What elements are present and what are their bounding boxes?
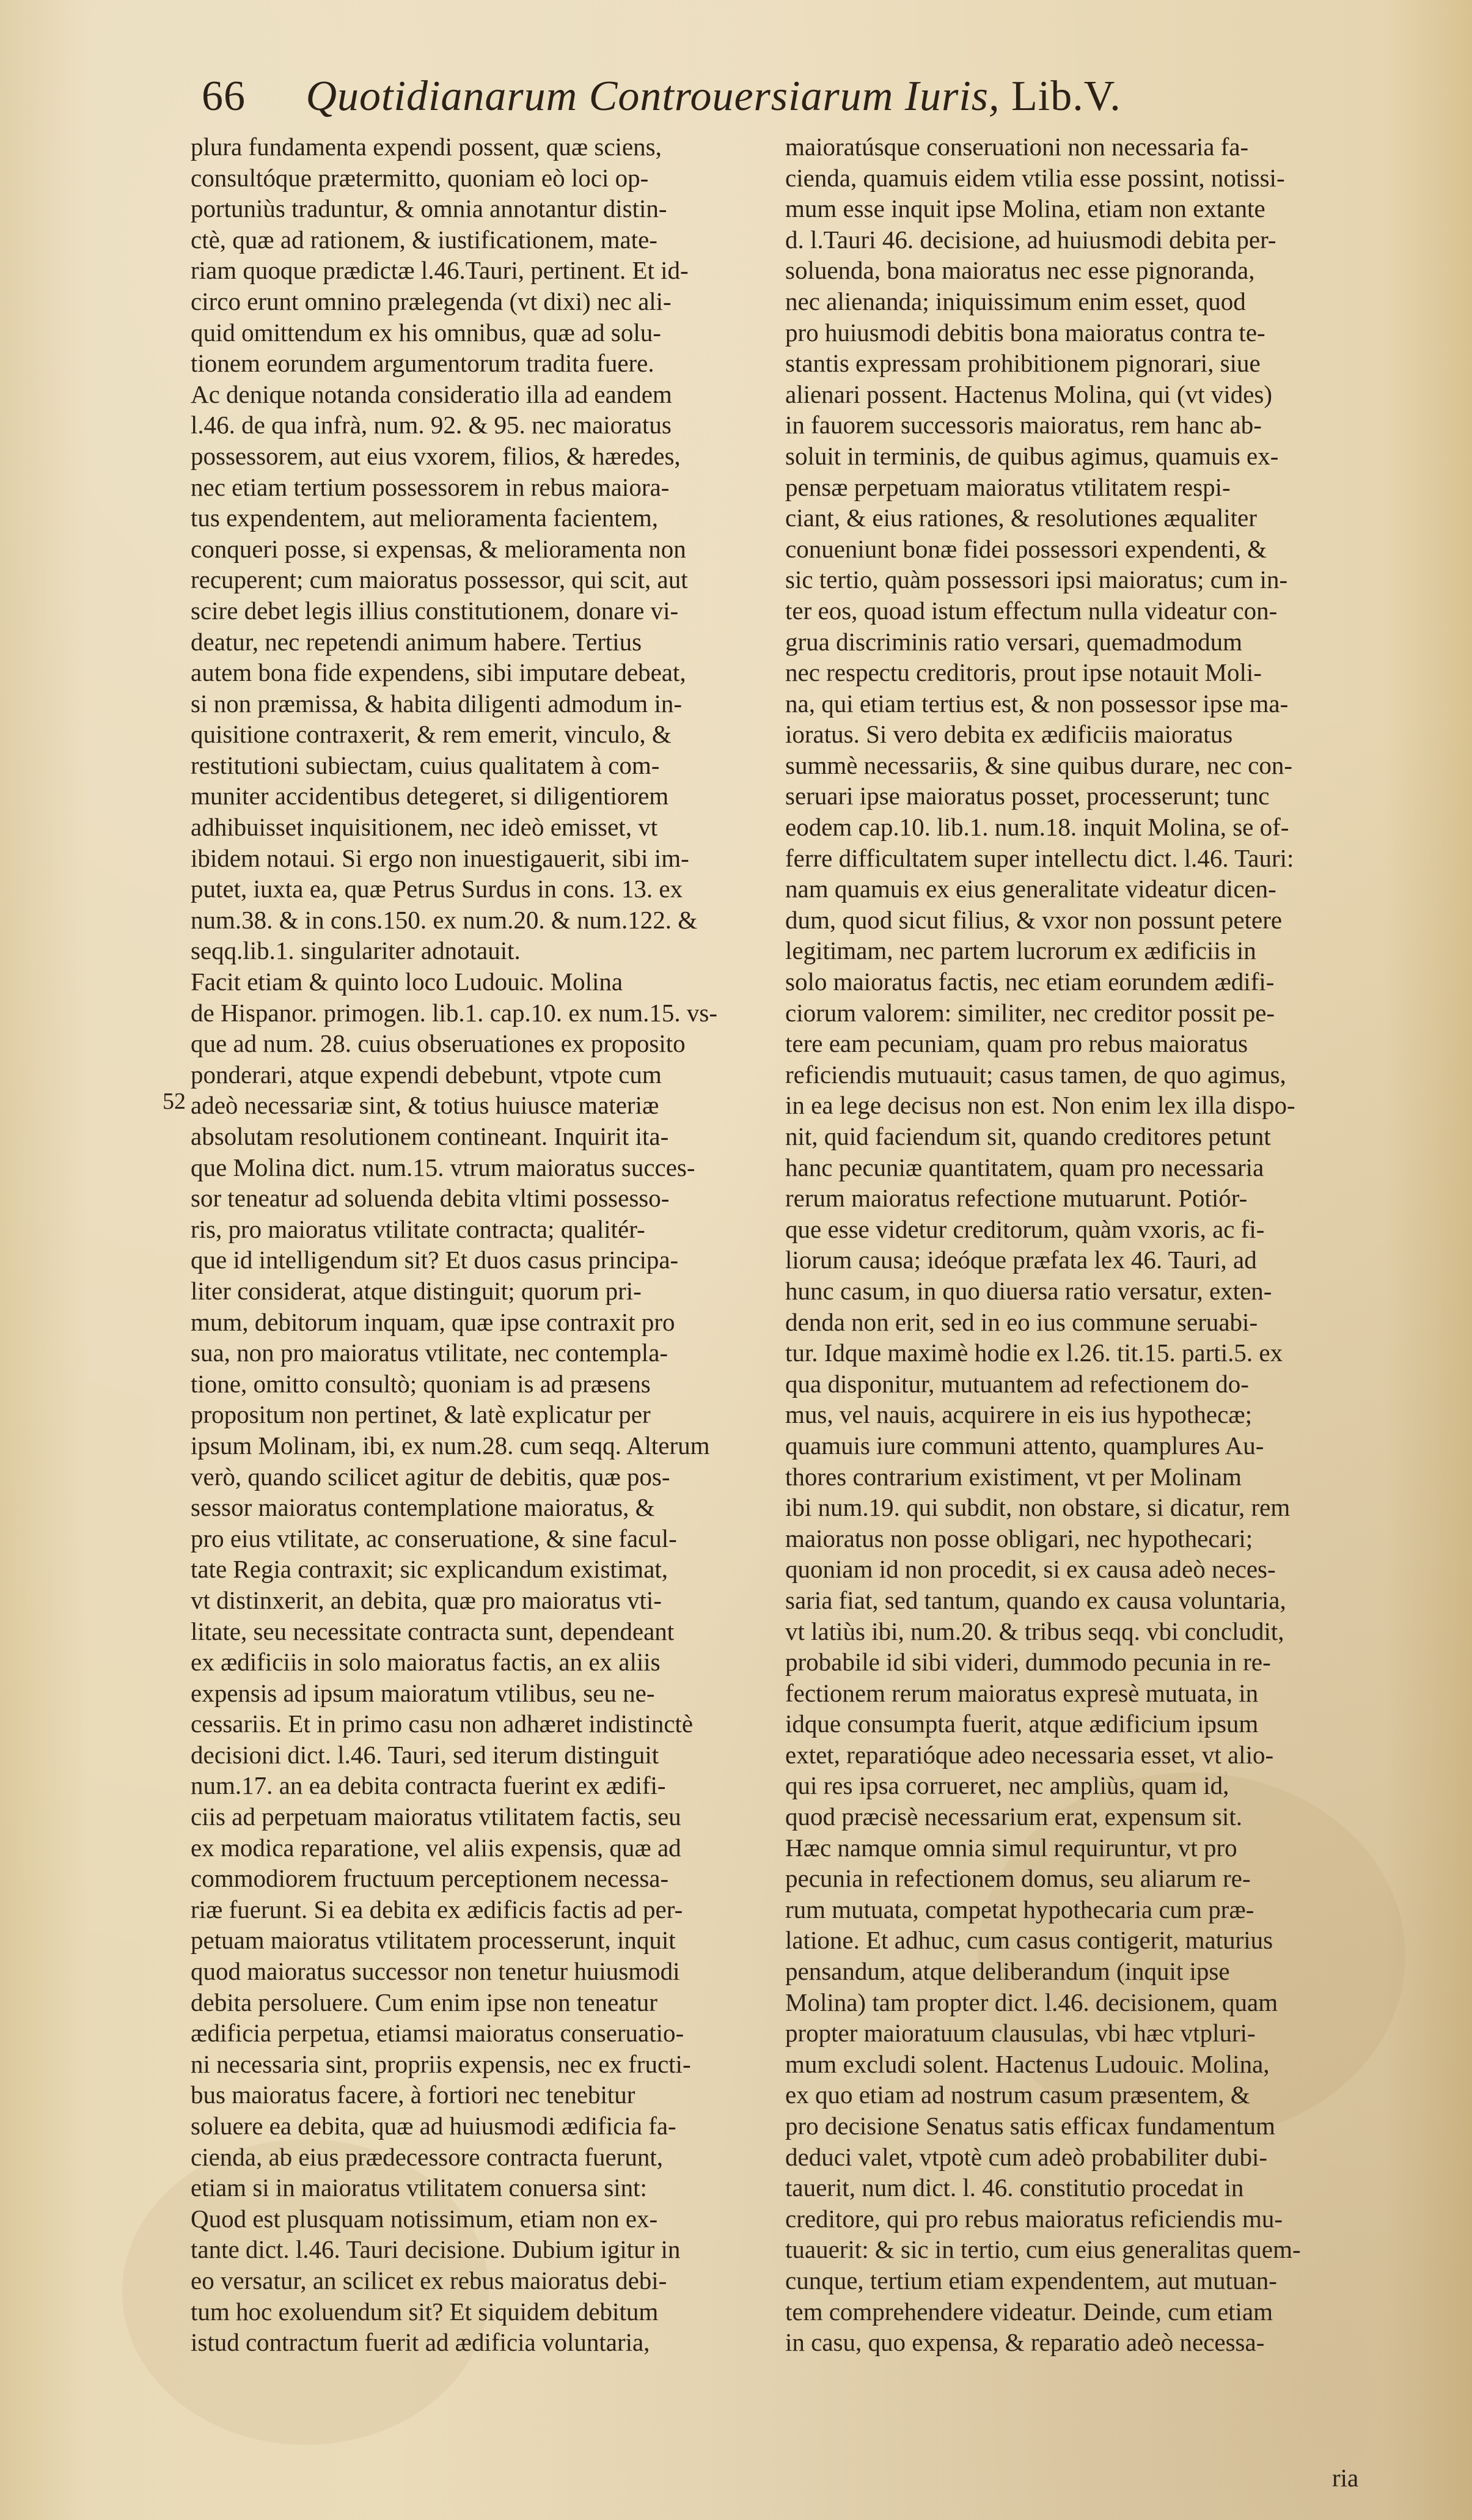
text-line: denda non erit, sed in eo ius commune seruabi- <box>785 1307 1258 1336</box>
text-line: tuauerit: & sic in tertio, cum eius generalitas quem- <box>785 2235 1301 2264</box>
text-line: latione. Et adhuc, cum casus contigerit, maturius <box>785 1926 1273 1955</box>
text-line: autem bona fide expendens, sibi imputare debeat, <box>191 658 686 687</box>
text-line: tem comprehendere videatur. Deinde, cum etiam <box>785 2297 1273 2326</box>
text-line: mus, vel nauis, acquirere in eis ius hypothecæ; <box>785 1400 1253 1429</box>
text-line: dum, quod sicut filius, & vxor non possunt petere <box>785 905 1283 934</box>
text-line: mum excludi solent. Hactenus Ludouic. Molina, <box>785 2049 1270 2078</box>
text-line: vt latiùs ibi, num.20. & tribus seqq. vbi concludit, <box>785 1617 1284 1645</box>
text-line: pro eius vtilitate, ac conseruatione, & sine facul- <box>191 1524 677 1552</box>
text-line: que id intelligendum sit? Et duos casus principa- <box>191 1246 679 1274</box>
text-line: ciorum valorem: similiter, nec creditor possit pe- <box>785 998 1275 1027</box>
text-line: circo erunt omnino prælegenda (vt dixi) nec ali- <box>191 287 672 315</box>
text-line: l.46. de qua infrà, num. 92. & 95. nec maioratus <box>191 411 672 439</box>
text-line: soluit in terminis, de quibus agimus, quamuis ex- <box>785 441 1279 470</box>
text-line: istud contractum fuerit ad ædificia voluntaria, <box>191 2328 650 2357</box>
text-line: nec respectu creditoris, prout ipse notauit Moli- <box>785 658 1262 687</box>
text-line: adeò necessariæ sint, & totius huiusce materiæ <box>191 1091 659 1120</box>
text-line: tione, omitto consultò; quoniam is ad præsens <box>191 1369 651 1398</box>
text-line: in fauorem successoris maioratus, rem hanc ab- <box>785 411 1262 439</box>
text-line: fectionem rerum maioratus expresè mutuata, in <box>785 1678 1259 1707</box>
text-line: deduci valet, vtpotè cum adeò probabiliter dubi- <box>785 2142 1267 2171</box>
text-line: seruari ipse maioratus posset, processerunt; tunc <box>785 782 1270 810</box>
left-text-column <box>191 131 762 2358</box>
text-line: pensandum, atque deliberandum (inquit ipse <box>785 1957 1230 1986</box>
text-line: eodem cap.10. lib.1. num.18. inquit Molina, se of- <box>785 813 1289 842</box>
text-line: quod præcisè necessarium erat, expensum sit. <box>785 1802 1243 1831</box>
text-line: liorum causa; ideóque præfata lex 46. Tauri, ad <box>785 1246 1257 1274</box>
text-line: pensæ perpetuam maioratus vtilitatem respi- <box>785 472 1231 501</box>
text-line: ciant, & eius rationes, & resolutiones æqualiter <box>785 504 1257 532</box>
text-line: cessariis. Et in primo casu non adhæret indistinctè <box>191 1710 694 1738</box>
text-line: nec alienanda; iniquissimum enim esset, quod <box>785 287 1246 315</box>
margin-note-number: 52 <box>163 1089 186 1114</box>
text-line: seqq.lib.1. singulariter adnotauit. <box>191 936 521 965</box>
text-line: conqueri posse, si expensas, & melioramenta non <box>191 534 686 563</box>
text-line: qua disponitur, mutuantem ad refectionem do- <box>785 1369 1249 1398</box>
text-line: Quod est plusquam notissimum, etiam non ex- <box>191 2204 658 2233</box>
text-line: ex ædificiis in solo maioratus factis, an ex aliis <box>191 1648 661 1677</box>
text-line: pro decisione Senatus satis efficax fundamentum <box>785 2112 1275 2140</box>
text-line: ex quo etiam ad nostrum casum præsentem, & <box>785 2081 1250 2109</box>
text-line: rerum maioratus refectione mutuarunt. Potiór- <box>785 1184 1248 1213</box>
text-line: tate Regia contraxit; sic explicandum existimat, <box>191 1555 668 1584</box>
text-line: maioratus non posse obligari, nec hypothecari; <box>785 1524 1253 1552</box>
text-line: alienari possent. Hactenus Molina, qui (vt vides) <box>785 380 1273 408</box>
text-line: ioratus. Si vero debita ex ædificiis maioratus <box>785 720 1233 749</box>
text-line: quid omittendum ex his omnibus, quæ ad solu- <box>191 318 661 347</box>
text-line: ciis ad perpetuam maioratus vtilitatem factis, seu <box>191 1802 681 1831</box>
text-line: ris, pro maioratus vtilitate contracta; qualitér- <box>191 1214 645 1243</box>
text-line: verò, quando scilicet agitur de debitis, quæ pos- <box>191 1462 670 1491</box>
text-line: consultóque prætermitto, quoniam eò loci op- <box>191 163 649 192</box>
text-line: in ea lege decisus non est. Non enim lex illa dispo- <box>785 1091 1295 1120</box>
text-line: in casu, quo expensa, & reparatio adeò necessa- <box>785 2328 1265 2357</box>
text-line: ibi num.19. qui subdit, non obstare, si dicatur, rem <box>785 1493 1291 1522</box>
text-line: sessor maioratus contemplatione maioratus, & <box>191 1493 655 1522</box>
text-line: stantis expressam prohibitionem pignorari, siue <box>785 349 1261 378</box>
text-line: putet, iuxta ea, quæ Petrus Surdus in cons. 13. ex <box>191 875 683 903</box>
text-line: tante dict. l.46. Tauri decisione. Dubium igitur in <box>191 2235 681 2264</box>
text-line: num.17. an ea debita contracta fuerint ex ædifi- <box>191 1771 666 1800</box>
text-line: que esse videtur creditorum, quàm vxoris, ac fi- <box>785 1214 1265 1243</box>
page-number: 66 <box>202 73 246 120</box>
running-title: Quotidianarum Controuersiarum Iuris, <box>306 73 1000 120</box>
text-line: que Molina dict. num.15. vtrum maioratus succes- <box>191 1153 695 1181</box>
text-line: ibidem notaui. Si ergo non inuestigauerit, sibi im- <box>191 843 689 872</box>
text-line: ter eos, quoad istum effectum nulla videatur con- <box>785 596 1278 625</box>
text-line: recuperent; cum maioratus possessor, qui scit, aut <box>191 565 688 594</box>
text-line: nit, quid faciendum sit, quando creditores petunt <box>785 1122 1271 1150</box>
text-line: extet, reparatióque adeo necessaria esset, vt alio- <box>785 1740 1274 1769</box>
text-line: de Hispanor. primogen. lib.1. cap.10. ex num.15. vs- <box>191 998 718 1027</box>
text-line: sic tertio, quàm possessori ipsi maioratus; cum in- <box>785 565 1288 594</box>
text-line: tum hoc exoluendum sit? Et siquidem debitum <box>191 2297 659 2326</box>
text-line: litate, seu necessitate contracta sunt, dependeant <box>191 1617 675 1645</box>
text-line: ipsum Molinam, ibi, ex num.28. cum seqq. Alterum <box>191 1431 710 1460</box>
text-line: riæ fuerunt. Si ea debita ex ædificis factis ad per- <box>191 1895 683 1923</box>
text-line: quisitione contraxerit, & rem emerit, vinculo, & <box>191 720 672 749</box>
text-line: ædificia perpetua, etiamsi maioratus conseruatio- <box>191 2019 684 2048</box>
text-line: quoniam id non procedit, si ex causa adeò neces- <box>785 1555 1276 1584</box>
text-line: scire debet legis illius constitutionem, donare vi- <box>191 596 679 625</box>
text-line: muniter accidentibus detegeret, si diligentiorem <box>191 782 669 810</box>
text-line: deatur, nec repetendi animum habere. Tertius <box>191 627 642 656</box>
text-line: decisioni dict. l.46. Tauri, sed iterum distinguit <box>191 1740 659 1769</box>
text-line: soluenda, bona maioratus nec esse pignoranda, <box>785 256 1255 285</box>
text-line: adhibuisset inquisitionem, nec ideò emisset, vt <box>191 813 658 842</box>
text-line: portuniùs traduntur, & omnia annotantur distin- <box>191 194 667 223</box>
text-line: legitimam, nec partem lucrorum ex ædificiis in <box>785 936 1256 965</box>
text-line: riam quoque prædictæ l.46.Tauri, pertinent. Et id- <box>191 256 689 285</box>
book-label: Lib.V. <box>1011 73 1121 120</box>
catchword: ria <box>1332 2464 1359 2492</box>
text-line: solo maioratus factis, nec etiam eorundem ædifi- <box>785 968 1275 996</box>
text-line: Molina) tam propter dict. l.46. decisionem, quam <box>785 1988 1278 2016</box>
text-line: plura fundamenta expendi possent, quæ sciens, <box>191 133 662 161</box>
text-line: tauerit, num dict. l. 46. constitutio procedat in <box>785 2173 1244 2202</box>
text-line: commodiorem fructuum perceptionem necessa- <box>191 1864 669 1893</box>
text-line: sua, non pro maioratus vtilitate, nec contempla- <box>191 1339 668 1367</box>
text-line: eo versatur, an scilicet ex rebus maioratus debi- <box>191 2266 667 2294</box>
text-line: summè necessariis, & sine quibus durare, nec con- <box>785 751 1293 779</box>
text-line: bus maioratus facere, à fortiori nec tenebitur <box>191 2081 635 2109</box>
text-line: mum, debitorum inquam, quæ ipse contraxit pro <box>191 1307 675 1336</box>
text-line: cienda, quamuis eidem vtilia esse possint, notissi- <box>785 163 1285 192</box>
text-line: Facit etiam & quinto loco Ludouic. Molina <box>191 968 623 996</box>
text-line: ctè, quæ ad rationem, & iustificationem, mate- <box>191 225 657 254</box>
text-line: tus expendentem, aut melioramenta facientem, <box>191 504 659 532</box>
text-line: num.38. & in cons.150. ex num.20. & num.122. & <box>191 905 698 934</box>
text-line: si non præmissa, & habita diligenti admodum in- <box>191 689 682 718</box>
text-line: na, qui etiam tertius est, & non possessor ipse ma- <box>785 689 1289 718</box>
text-line: que ad num. 28. cuius obseruationes ex proposito <box>191 1029 686 1058</box>
text-line: restitutioni subiectam, cuius qualitatem à com- <box>191 751 660 779</box>
text-line: soluere ea debita, quæ ad huiusmodi ædificia fa- <box>191 2112 676 2140</box>
text-line: rum mutuata, competat hypothecaria cum præ- <box>785 1895 1254 1923</box>
text-line: Hæc namque omnia simul requiruntur, vt pro <box>785 1833 1237 1862</box>
text-line: saria fiat, sed tantum, quando ex causa voluntaria, <box>785 1585 1286 1614</box>
text-line: hanc pecuniæ quantitatem, quam pro necessaria <box>785 1153 1264 1181</box>
text-line: qui res ipsa corrueret, nec ampliùs, quam id, <box>785 1771 1229 1800</box>
text-line: etiam si in maioratus vtilitatem conuersa sint: <box>191 2173 647 2202</box>
text-line: mum esse inquit ipse Molina, etiam non extante <box>785 194 1265 223</box>
text-line: idque consumpta fuerit, atque ædificium ipsum <box>785 1710 1259 1738</box>
text-line: ni necessaria sint, propriis expensis, nec ex fructi- <box>191 2049 691 2078</box>
text-line: pecunia in refectionem domus, seu aliarum re- <box>785 1864 1251 1893</box>
text-line: thores contrarium existiment, vt per Molinam <box>785 1462 1242 1491</box>
text-line: petuam maioratus vtilitatem processerunt, inquit <box>191 1926 676 1955</box>
text-line: possessorem, aut eius vxorem, filios, & hæredes, <box>191 441 681 470</box>
text-line: ferre difficultatem super intellectu dict. l.46. Tauri: <box>785 843 1294 872</box>
text-line: tere eam pecuniam, quam pro rebus maioratus <box>785 1029 1248 1058</box>
text-line: hunc casum, in quo diuersa ratio versatur, exten- <box>785 1276 1272 1305</box>
text-line: sor teneatur ad soluenda debita vltimi possesso- <box>191 1184 670 1213</box>
text-line: propter maioratuum clausulas, vbi hæc vtpluri- <box>785 2019 1256 2048</box>
text-line: cunque, tertium etiam expendentem, aut mutuan- <box>785 2266 1277 2294</box>
text-line: expensis ad ipsum maioratum vtilibus, seu ne- <box>191 1678 655 1707</box>
text-line: Ac denique notanda consideratio illa ad eandem <box>191 380 672 408</box>
text-line: tur. Idque maximè hodie ex l.26. tit.15. parti.5. ex <box>785 1339 1283 1367</box>
text-line: creditore, qui pro rebus maioratus reficiendis mu- <box>785 2204 1283 2233</box>
text-line: nec etiam tertium possessorem in rebus maiora- <box>191 472 670 501</box>
text-line: quamuis iure communi attento, quamplures Au- <box>785 1431 1264 1460</box>
right-text-column <box>785 131 1372 2358</box>
text-line: quod maioratus successor non tenetur huiusmodi <box>191 1957 680 1986</box>
text-line: probabile id sibi videri, dummodo pecunia in re- <box>785 1648 1271 1677</box>
text-line: d. l.Tauri 46. decisione, ad huiusmodi debita per- <box>785 225 1276 254</box>
text-line: cienda, ab eius prædecessore contracta fuerunt, <box>191 2142 663 2171</box>
text-line: tionem eorundem argumentorum tradita fuere. <box>191 349 654 378</box>
text-line: ponderari, atque expendi debebunt, vtpote cum <box>191 1060 662 1089</box>
text-line: propositum non pertinet, & latè explicatur per <box>191 1400 651 1429</box>
text-line: vt distinxerit, an debita, quæ pro maioratus vti- <box>191 1585 662 1614</box>
text-line: conueniunt bonæ fidei possessori expendenti, & <box>785 534 1267 563</box>
text-line: absolutam resolutionem contineant. Inquirit ita- <box>191 1122 669 1150</box>
text-line: debita persoluere. Cum enim ipse non teneatur <box>191 1988 657 2016</box>
text-line: ex modica reparatione, vel aliis expensis, quæ ad <box>191 1833 681 1862</box>
running-header <box>202 72 1121 121</box>
text-line: pro huiusmodi debitis bona maioratus contra te- <box>785 318 1265 347</box>
text-line: reficiendis mutuauit; casus tamen, de quo agimus, <box>785 1060 1286 1089</box>
text-line: nam quamuis ex eius generalitate videatur dicen- <box>785 875 1276 903</box>
text-line: maioratúsque conseruationi non necessaria fa- <box>785 133 1249 161</box>
text-line: liter considerat, atque distinguit; quorum pri- <box>191 1276 642 1305</box>
text-line: grua discriminis ratio versari, quemadmodum <box>785 627 1243 656</box>
